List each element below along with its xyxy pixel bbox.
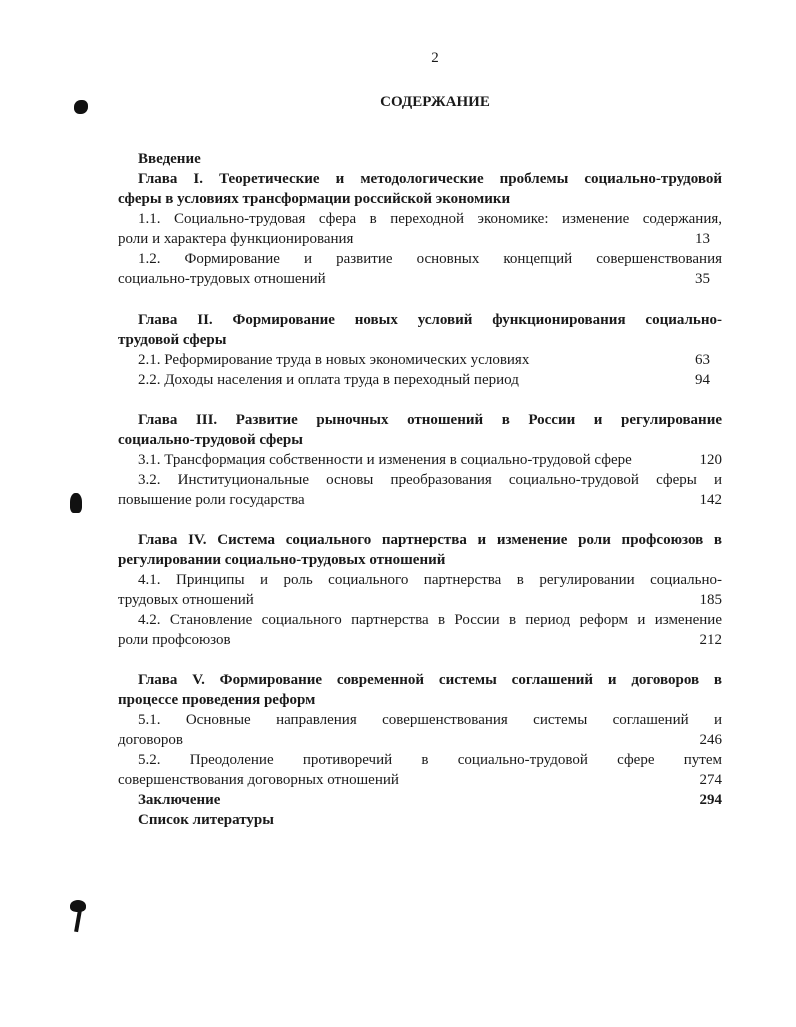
toc-section-2-1 — [118, 350, 722, 370]
toc-section-3-1 — [118, 450, 722, 470]
toc-intro: Введение — [138, 151, 201, 167]
toc-section-3-2-text: повышение роли государства — [118, 492, 305, 508]
toc-section-5-1-text: договоров — [118, 732, 183, 748]
scan-mark — [74, 100, 88, 114]
toc-chapter-2-title: Глава II. Формирование новых условий функционирования социально- — [138, 312, 722, 328]
toc-chapter-4 — [118, 530, 722, 650]
page-title: СОДЕРЖАНИЕ — [380, 94, 490, 110]
toc-section-1-1-page: 13 — [695, 231, 710, 247]
toc-references: Список литературы — [138, 812, 274, 828]
toc-section-2-2-text: 2.2. Доходы населения и оплата труда в переходный период — [138, 372, 519, 388]
toc-chapter-3-title: Глава III. Развитие рыночных отношений в России и регулирование — [138, 412, 722, 428]
toc-section-4-2: 4.2. Становление социального партнерства в России в период реформ и изменение — [138, 612, 722, 628]
toc-section-1-1: 1.1. Социально-трудовая сфера в переходной экономике: изменение содержания, — [138, 211, 722, 227]
toc-section-4-1-text: трудовых отношений — [118, 592, 254, 608]
toc-conclusion-text: Заключение — [138, 792, 221, 808]
toc-chapter-5 — [118, 670, 722, 830]
toc-section-4-2-cont — [118, 630, 722, 650]
toc-section-1-1-cont — [118, 229, 722, 249]
toc-section-4-2-text: роли профсоюзов — [118, 632, 231, 648]
scan-mark — [74, 910, 82, 932]
toc-section-1-2-text: социально-трудовых отношений — [118, 271, 326, 287]
toc-section-2-1-page: 63 — [695, 352, 710, 368]
toc-chapter-5-title-cont: процессе проведения реформ — [118, 692, 316, 708]
toc-section-4-1: 4.1. Принципы и роль социального партнерства в регулировании социально- — [138, 572, 722, 588]
toc-chapter-3 — [118, 410, 722, 510]
toc-section-4-1-page: 185 — [699, 592, 722, 608]
toc-section-5-1-cont — [118, 730, 722, 750]
toc-chapter-2-title-cont: трудовой сферы — [118, 332, 227, 348]
toc-section-5-1: 5.1. Основные направления совершенствования системы соглашений и — [138, 712, 722, 728]
toc-section-5-2: 5.2. Преодоление противоречий в социально-трудовой сфере путем — [138, 752, 722, 768]
toc-section-3-2-cont — [118, 490, 722, 510]
toc-section-3-1-text: 3.1. Трансформация собственности и изменения в социально-трудовой сфере — [138, 452, 632, 468]
toc-chapter-3-title-cont: социально-трудовой сферы — [118, 432, 303, 448]
toc-chapter-5-title: Глава V. Формирование современной системы соглашений и договоров в — [138, 672, 722, 688]
toc-section-4-1-cont — [118, 590, 722, 610]
toc-chapter-4-title: Глава IV. Система социального партнерства и изменение роли профсоюзов в — [138, 532, 722, 548]
toc-chapter-1-title: Глава I. Теоретические и методологические проблемы социально-трудовой — [138, 171, 722, 187]
toc-chapter-4-title-cont: регулировании социально-трудовых отношений — [118, 552, 446, 568]
toc-section-1-2-page: 35 — [695, 271, 710, 287]
toc-section-4-2-page: 212 — [699, 632, 722, 648]
toc-section-5-1-page: 246 — [699, 732, 722, 748]
toc-section-2-1-text: 2.1. Реформирование труда в новых экономических условиях — [138, 352, 530, 368]
toc-section-1-1-text: роли и характера функционирования — [118, 231, 354, 247]
toc-chapter-1-title-cont: сферы в условиях трансформации российской экономики — [118, 191, 511, 207]
toc-section-5-2-cont — [118, 770, 722, 790]
toc-section-5-2-page: 274 — [699, 772, 722, 788]
toc-section-3-1-page: 120 — [699, 452, 722, 468]
toc-section-1-2: 1.2. Формирование и развитие основных концепций совершенствования — [138, 251, 722, 267]
toc-conclusion — [118, 790, 722, 810]
toc-chapter-2 — [118, 310, 722, 390]
page-number: 2 — [431, 50, 439, 66]
toc-section-2-2 — [118, 370, 722, 390]
scan-mark — [70, 493, 82, 513]
toc-section-1-2-cont — [118, 269, 722, 289]
toc-section-2-2-page: 94 — [695, 372, 710, 388]
table-of-contents — [118, 149, 722, 289]
toc-section-3-2-page: 142 — [699, 492, 722, 508]
toc-section-3-2: 3.2. Институциональные основы преобразования социально-трудовой сферы и — [138, 472, 722, 488]
toc-conclusion-page: 294 — [699, 792, 722, 808]
toc-section-5-2-text: совершенствования договорных отношений — [118, 772, 399, 788]
